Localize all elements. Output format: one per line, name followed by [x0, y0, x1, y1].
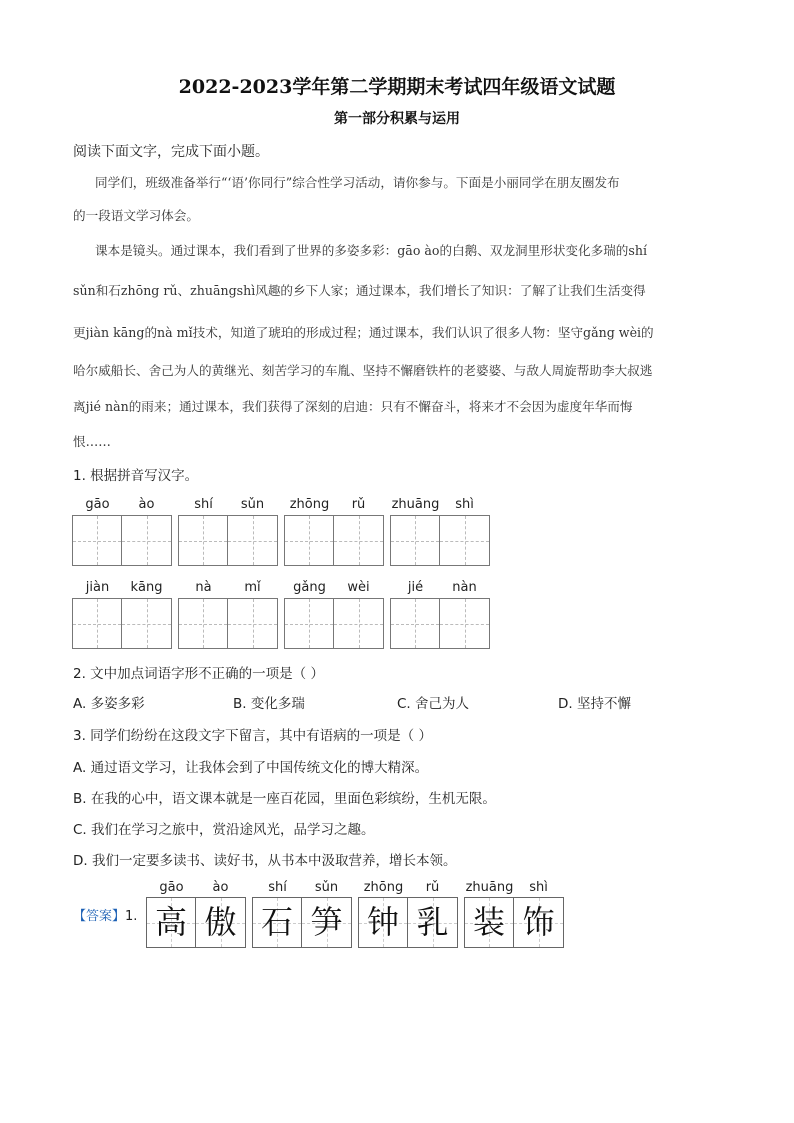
- pinyin-label: shí: [194, 497, 213, 512]
- pinyin-label: nàn: [452, 580, 477, 595]
- pinyin-label: shí: [268, 880, 287, 895]
- passage-line: 同学们，班级准备举行“‘语’你同行”综合性学习活动，请你参与。下面是小丽同学在朋友圈发布: [95, 175, 620, 190]
- pinyin-label: zhōng: [363, 880, 404, 895]
- option-c[interactable]: C. 舍己为人: [397, 696, 470, 712]
- pinyin-label: rǔ: [425, 880, 440, 895]
- pinyin-label: gāo: [85, 497, 110, 512]
- answer-char: 傲: [204, 903, 237, 941]
- pinyin-label: gǎng: [293, 580, 326, 595]
- answer-char: 高: [154, 903, 187, 941]
- pinyin-label: wèi: [347, 580, 370, 595]
- pinyin-label: ào: [212, 880, 229, 895]
- pinyin-label: mǐ: [244, 580, 261, 595]
- writing-box[interactable]: [284, 598, 384, 649]
- question-2-label: 2. 文中加点词语字形不正确的一项是（ ）: [73, 666, 324, 682]
- writing-box[interactable]: [284, 515, 384, 566]
- writing-box[interactable]: [72, 515, 172, 566]
- passage-line: 恨……: [73, 434, 111, 449]
- writing-box[interactable]: [72, 598, 172, 649]
- answer-box: [252, 897, 352, 948]
- answer-char: 笋: [310, 903, 343, 941]
- question-1-label: 1. 根据拼音写汉字。: [73, 468, 199, 484]
- pinyin-label: sǔn: [240, 497, 265, 512]
- answer-box: [146, 897, 246, 948]
- passage-line: 课本是镜头。通过课本，我们看到了世界的多姿多彩：gāo ào的白鹅、双龙洞里形状变化多瑞的shí: [95, 243, 648, 258]
- instruction: 阅读下面文字，完成下面小题。: [73, 144, 269, 160]
- pinyin-label: nà: [195, 580, 212, 595]
- passage-line: 更jiàn kāng的nà mǐ技术，知道了琥珀的形成过程；通过课本，我们认识了很多人物：坚守gǎng wèi的: [73, 325, 654, 340]
- pinyin-label: jié: [407, 580, 424, 595]
- option-d[interactable]: D. 我们一定要多读书、读好书，从书本中汲取营养，增长本领。: [73, 853, 457, 869]
- passage-line: sǔn和石zhōng rǔ、zhuāngshì风趣的乡下人家；通过课本，我们增长了知识：了解了让我们生活变得: [73, 283, 646, 298]
- pinyin-label: jiàn: [85, 580, 110, 595]
- answer-number: 1.: [125, 909, 138, 924]
- option-c[interactable]: C. 我们在学习之旅中，赏沿途风光，品学习之趣。: [73, 822, 375, 838]
- pinyin-label: zhuāng: [391, 497, 440, 512]
- option-b[interactable]: B. 在我的心中，语文课本就是一座百花园，里面色彩缤纷，生机无限。: [73, 791, 496, 807]
- pinyin-label: zhuāng: [465, 880, 514, 895]
- writing-box[interactable]: [390, 515, 490, 566]
- passage-line: 离jié nàn的雨来；通过课本，我们获得了深刻的启迪：只有不懈奋斗，将来才不会因为虚度年华而悔: [73, 399, 633, 414]
- pinyin-label: ào: [138, 497, 155, 512]
- writing-box[interactable]: [178, 598, 278, 649]
- answer-char: 饰: [522, 903, 555, 941]
- section-heading: 第一部分积累与运用: [334, 111, 460, 127]
- option-a[interactable]: A. 通过语文学习，让我体会到了中国传统文化的博大精深。: [73, 760, 429, 776]
- question-3-label: 3. 同学们纷纷在这段文字下留言，其中有语病的一项是（ ）: [73, 728, 432, 744]
- option-d[interactable]: D. 坚持不懈: [558, 696, 631, 712]
- answer-label: [73, 905, 137, 924]
- answer-char: 装: [472, 903, 505, 941]
- pinyin-label: sǔn: [314, 880, 339, 895]
- answer-char: 乳: [416, 903, 449, 941]
- pinyin-label: gāo: [159, 880, 184, 895]
- pinyin-label: rǔ: [351, 497, 366, 512]
- page-title: 2022-2023学年第二学期期末考试四年级语文试题: [178, 76, 616, 98]
- writing-box[interactable]: [178, 515, 278, 566]
- option-b[interactable]: B. 变化多瑞: [233, 696, 305, 712]
- passage-line: 的一段语文学习体会。: [73, 208, 199, 223]
- answer-char: 钟: [366, 903, 399, 941]
- pinyin-label: shì: [529, 880, 548, 895]
- answer-char: 石: [260, 903, 293, 941]
- answer-tag: 【答案】: [73, 909, 126, 924]
- pinyin-label: zhōng: [289, 497, 330, 512]
- answer-box: [358, 897, 458, 948]
- pinyin-label: kāng: [130, 580, 163, 595]
- option-a[interactable]: A. 多姿多彩: [73, 696, 145, 712]
- pinyin-label: shì: [455, 497, 474, 512]
- answer-box: [464, 897, 564, 948]
- writing-box[interactable]: [390, 598, 490, 649]
- passage-line: 哈尔威船长、舍己为人的黄继光、刻苦学习的车胤、坚持不懈磨铁杵的老婆婆、与敌人周旋帮助李大叔逃: [73, 363, 653, 378]
